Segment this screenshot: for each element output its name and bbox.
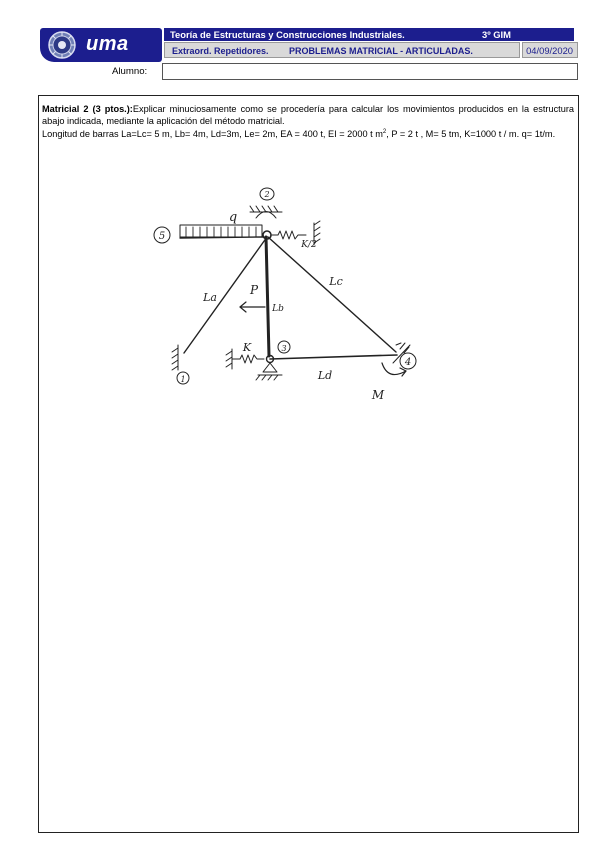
load-P-label: P: [249, 283, 259, 297]
spring-bottom-fixed: [226, 349, 232, 369]
course-grade: 3º GIM: [482, 29, 511, 40]
bar-b: [266, 237, 269, 356]
problem-data-line-2: , P = 2 t , M= 5 tm, K=1000 t / m. q= 1t/m.: [386, 129, 556, 140]
support-node-2: [250, 206, 282, 218]
problem-data-superscript: 2: [382, 129, 387, 136]
problem-data-line: Longitud de barras La=Lc= 5 m, Lb= 4m, Ld=3m, Le= 2m, EA = 400 t, EI = 2000 t m: [42, 129, 383, 140]
spring-bottom-label: K: [242, 341, 252, 354]
node-1-label: 1: [180, 375, 186, 384]
exam-info-bar: [164, 42, 520, 58]
node-5-label: 5: [158, 231, 166, 242]
spring-top: [272, 231, 306, 239]
bar-d: [270, 355, 397, 359]
node-3-label: 3: [281, 344, 287, 353]
course-title: Teoría de Estructuras y Construcciones Industriales.: [170, 29, 405, 40]
student-name-field[interactable]: [162, 63, 578, 80]
bar-a-label: La: [203, 291, 217, 304]
spring-top-label: K/2: [301, 240, 317, 250]
load-P-arrow: [240, 302, 265, 312]
spring-bottom: [232, 355, 264, 363]
node-4-label: 4: [404, 357, 412, 368]
bar-c: [268, 237, 396, 352]
bar-b-label: Lb: [272, 304, 284, 314]
support-node-1: [172, 345, 178, 370]
problem-heading: Matricial 2 (3 ptos.):: [42, 104, 133, 114]
support-node-3: [256, 363, 282, 380]
bar-c-label: Lc: [329, 275, 343, 288]
student-label: Alumno:: [112, 66, 148, 77]
bar-d-label: Ld: [317, 369, 333, 382]
university-emblem-icon: [42, 29, 82, 61]
problem-description: Explicar minuciosamente como se procedería para calcular los movimientos producidos en la estructura abajo indicada, mediante la aplicación del método matricial.: [42, 104, 574, 126]
course-title-bar: [164, 28, 574, 41]
exam-date: 04/09/2020: [522, 42, 578, 58]
load-q-label: q: [228, 210, 238, 225]
logo-text: uma: [86, 33, 129, 55]
moment-M-label: M: [371, 388, 385, 402]
node-2-label: 2: [264, 190, 270, 199]
exam-subject: PROBLEMAS MATRICIAL - ARTICULADAS.: [289, 46, 473, 56]
structure-figure: [150, 185, 566, 473]
load-arrows: [186, 227, 256, 237]
exam-type: Extraord. Repetidores.: [172, 46, 269, 56]
problem-statement: [42, 104, 574, 141]
logo-banner: [40, 28, 162, 62]
